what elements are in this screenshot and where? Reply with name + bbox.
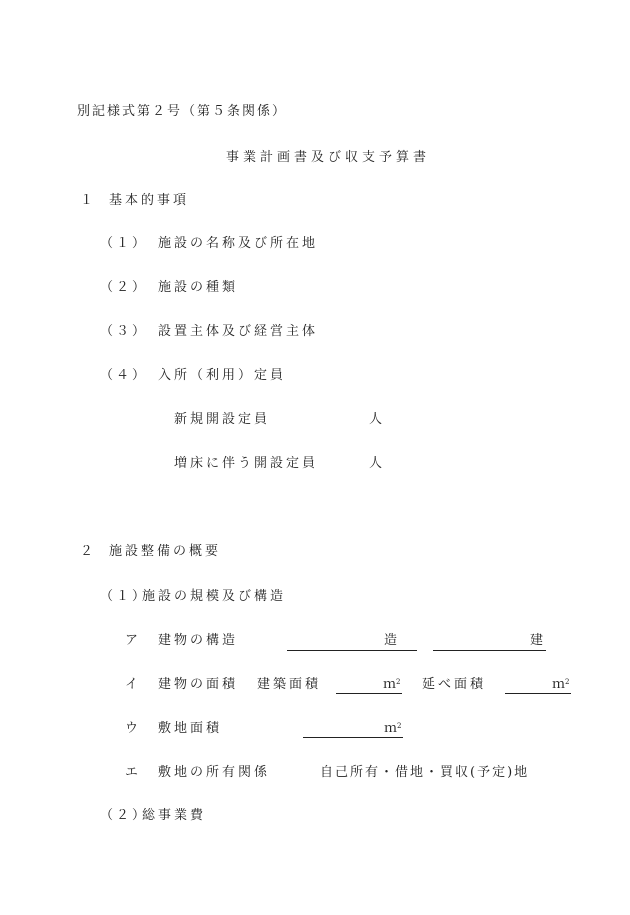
structure-type-unit: 造 bbox=[384, 633, 401, 648]
row-u-marker: ウ bbox=[125, 721, 142, 736]
item-1-3-label: 設置主体及び経営主体 bbox=[158, 324, 319, 339]
row-e-label: 敷地の所有関係 bbox=[158, 765, 271, 780]
row-a-marker: ア bbox=[125, 633, 142, 648]
row-i-marker: イ bbox=[125, 677, 142, 692]
row-i-label: 建物の面積 bbox=[158, 677, 239, 692]
item-2-2-num: （２） bbox=[100, 808, 149, 823]
item-2-1-label: 施設の規模及び構造 bbox=[142, 589, 287, 604]
row-u-label: 敷地面積 bbox=[158, 721, 223, 736]
capacity-expand-label: 増床に伴う開設定員 bbox=[174, 456, 319, 471]
row-e-marker: エ bbox=[125, 765, 142, 780]
item-1-1-num: （１） bbox=[100, 236, 149, 251]
site-ownership-options: 自己所有・借地・買収(予定)地 bbox=[320, 765, 530, 780]
section2-number: ２ bbox=[80, 544, 97, 559]
capacity-new-unit: 人 bbox=[369, 412, 386, 427]
section1-number: １ bbox=[80, 193, 97, 208]
site-area-unit: ｍ$^2$ bbox=[384, 721, 402, 736]
section2-heading: 施設整備の概要 bbox=[109, 544, 222, 559]
total-floor-area-blank[interactable] bbox=[505, 693, 571, 694]
building-area-label: 建築面積 bbox=[257, 677, 322, 692]
item-1-4-label: 入所（利用）定員 bbox=[158, 368, 287, 383]
capacity-expand-unit: 人 bbox=[369, 456, 386, 471]
building-area-unit: ｍ$^2$ bbox=[383, 677, 401, 692]
item-1-2-num: （２） bbox=[100, 280, 149, 295]
item-1-2-label: 施設の種類 bbox=[158, 280, 239, 295]
item-1-1-label: 施設の名称及び所在地 bbox=[158, 236, 319, 251]
floors-blank[interactable] bbox=[433, 650, 546, 651]
building-area-blank[interactable] bbox=[336, 693, 402, 694]
form-number: 別記様式第２号（第５条関係） bbox=[77, 104, 288, 119]
document-title: 事業計画書及び収支予算書 bbox=[226, 150, 431, 165]
floors-unit: 建 bbox=[530, 633, 547, 648]
item-1-3-num: （３） bbox=[100, 324, 149, 339]
capacity-new-label: 新規開設定員 bbox=[174, 412, 271, 427]
total-floor-area-label: 延べ面積 bbox=[422, 677, 487, 692]
total-floor-area-unit: ｍ$^2$ bbox=[552, 677, 570, 692]
section1-heading: 基本的事項 bbox=[109, 193, 190, 208]
item-1-4-num: （４） bbox=[100, 368, 149, 383]
row-a-label: 建物の構造 bbox=[158, 633, 239, 648]
item-2-1-num: （１） bbox=[100, 589, 149, 604]
site-area-blank[interactable] bbox=[303, 737, 403, 738]
structure-type-blank[interactable] bbox=[287, 650, 417, 651]
item-2-2-label: 総事業費 bbox=[142, 808, 207, 823]
